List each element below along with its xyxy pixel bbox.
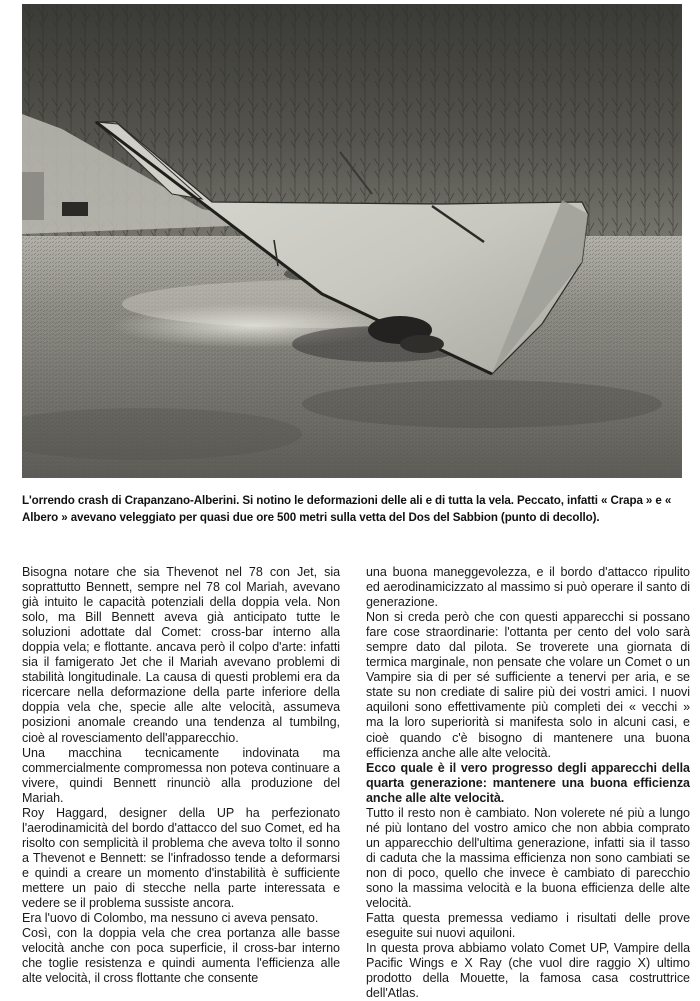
paragraph: Una macchina tecnicamente indovinata ma commercialmente compromessa non poteva continuare a vivere, quindi Bennett rinunciò alla produzione del Mariah. — [22, 745, 340, 805]
article-right-column — [366, 565, 690, 1001]
paragraph: In questa prova abbiamo volato Comet UP, Vampire della Pacific Wings e X Ray (che vuol dire raggio X) ultimo prodotto della Mouette, la famosa casa costruttrice dell'Atlas. — [366, 941, 690, 1001]
paragraph: Fatta questa premessa vediamo i risultati delle prove eseguite sui nuovi aquiloni. — [366, 911, 690, 941]
bold-subheading-paragraph: Ecco quale è il vero progresso degli apparecchi della quarta generazione: mantenere una buona efficienza anche alle alte velocità. — [366, 760, 690, 805]
paragraph: Era l'uovo di Colombo, ma nessuno ci aveva pensato. — [22, 911, 319, 926]
paragraph: Tutto il resto non è cambiato. Non volerete né più a lungo né più lontano del vostro amico che non abbia comprato un apparecchio dell'ultima generazione, infatti sia il tasso di caduta che la massima efficienza non sono cambiati se non di poco, quello che invece è cambiato di parecchio sono la massima velocità e la buona efficienza delle alte velocità. — [366, 805, 690, 911]
photo-drawing — [22, 4, 682, 478]
paragraph: una buona maneggevolezza, e il bordo d'attacco ripulito ed aerodinamicizzato al massimo si può operare il santo di generazione. — [366, 565, 690, 610]
paragraph: Roy Haggard, designer della UP ha perfezionato l'aerodinamicità del bordo d'attacco del suo Comet, ed ha risolto con semplicità il problema che aveva tolto il sonno a Thevenot e Bennett: se l'infradosso tende a deformarsi e quindi a creare un momento d'instabilità è sufficiente mettere un paio di stecche nella parte interessata e vedere se il problema sussiste ancora. — [22, 805, 340, 911]
article-left-column — [22, 565, 340, 986]
hang-glider-crash-photo — [22, 4, 682, 478]
paragraph: Così, con la doppia vela che crea portanza alle basse velocità anche con poca superficie, il cross-bar interno che toglie resistenza e quindi aumenta l'efficienza alle alte velocità, il cross flottante che consente — [22, 926, 340, 986]
paragraph: Non si creda però che con questi apparecchi si possano fare cose straordinarie: l'ottanta per cento del volo sarà sempre dato dal pilota. Se troverete una giornata di termica marginale, non pensate che volare un Comet o un Vampire sia di per sé sufficiente a tenervi per aria, e se state su non crediate di salire più dei vostri amici. I nuovi aquiloni sono effettivamente più completi dei « vecchi » ma la loro superiorità si manifesta solo in alcuni casi, e cioè quando c'è bisogno di mantenere una buona efficienza anche alle alte velocità. — [366, 610, 690, 760]
photo-caption: L'orrendo crash di Crapanzano-Alberini. Si notino le deformazioni delle ali e di tutta la vela. Peccato, infatti « Crapa » e « Albero » avevano veleggiato per quasi due ore 500 metri sulla vetta del Dos del Sabbion (punto di decollo). — [22, 494, 672, 524]
paragraph: Bisogna notare che sia Thevenot nel 78 con Jet, sia soprattutto Bennett, sempre nel 78 col Mariah, avevano già intuito le capacità potenziali della doppia vela. Non solo, ma Bill Bennett aveva già anticipato tutte le soluzioni adottate dal Comet: cross-bar interno alla doppia vela; e flottante. ancava però il colpo d'arte: infatti sia il famigerato Jet che il Mariah avevano problemi di stabilità longitudinale. La causa di questi problemi era da ricercare nella deformazione della parte inferiore della doppia vela che, specie alle alte velocità, assumeva posizioni anomale creando una tendenza al tumbilng, cioè al rovesciamento dell'apparecchio. — [22, 565, 340, 745]
